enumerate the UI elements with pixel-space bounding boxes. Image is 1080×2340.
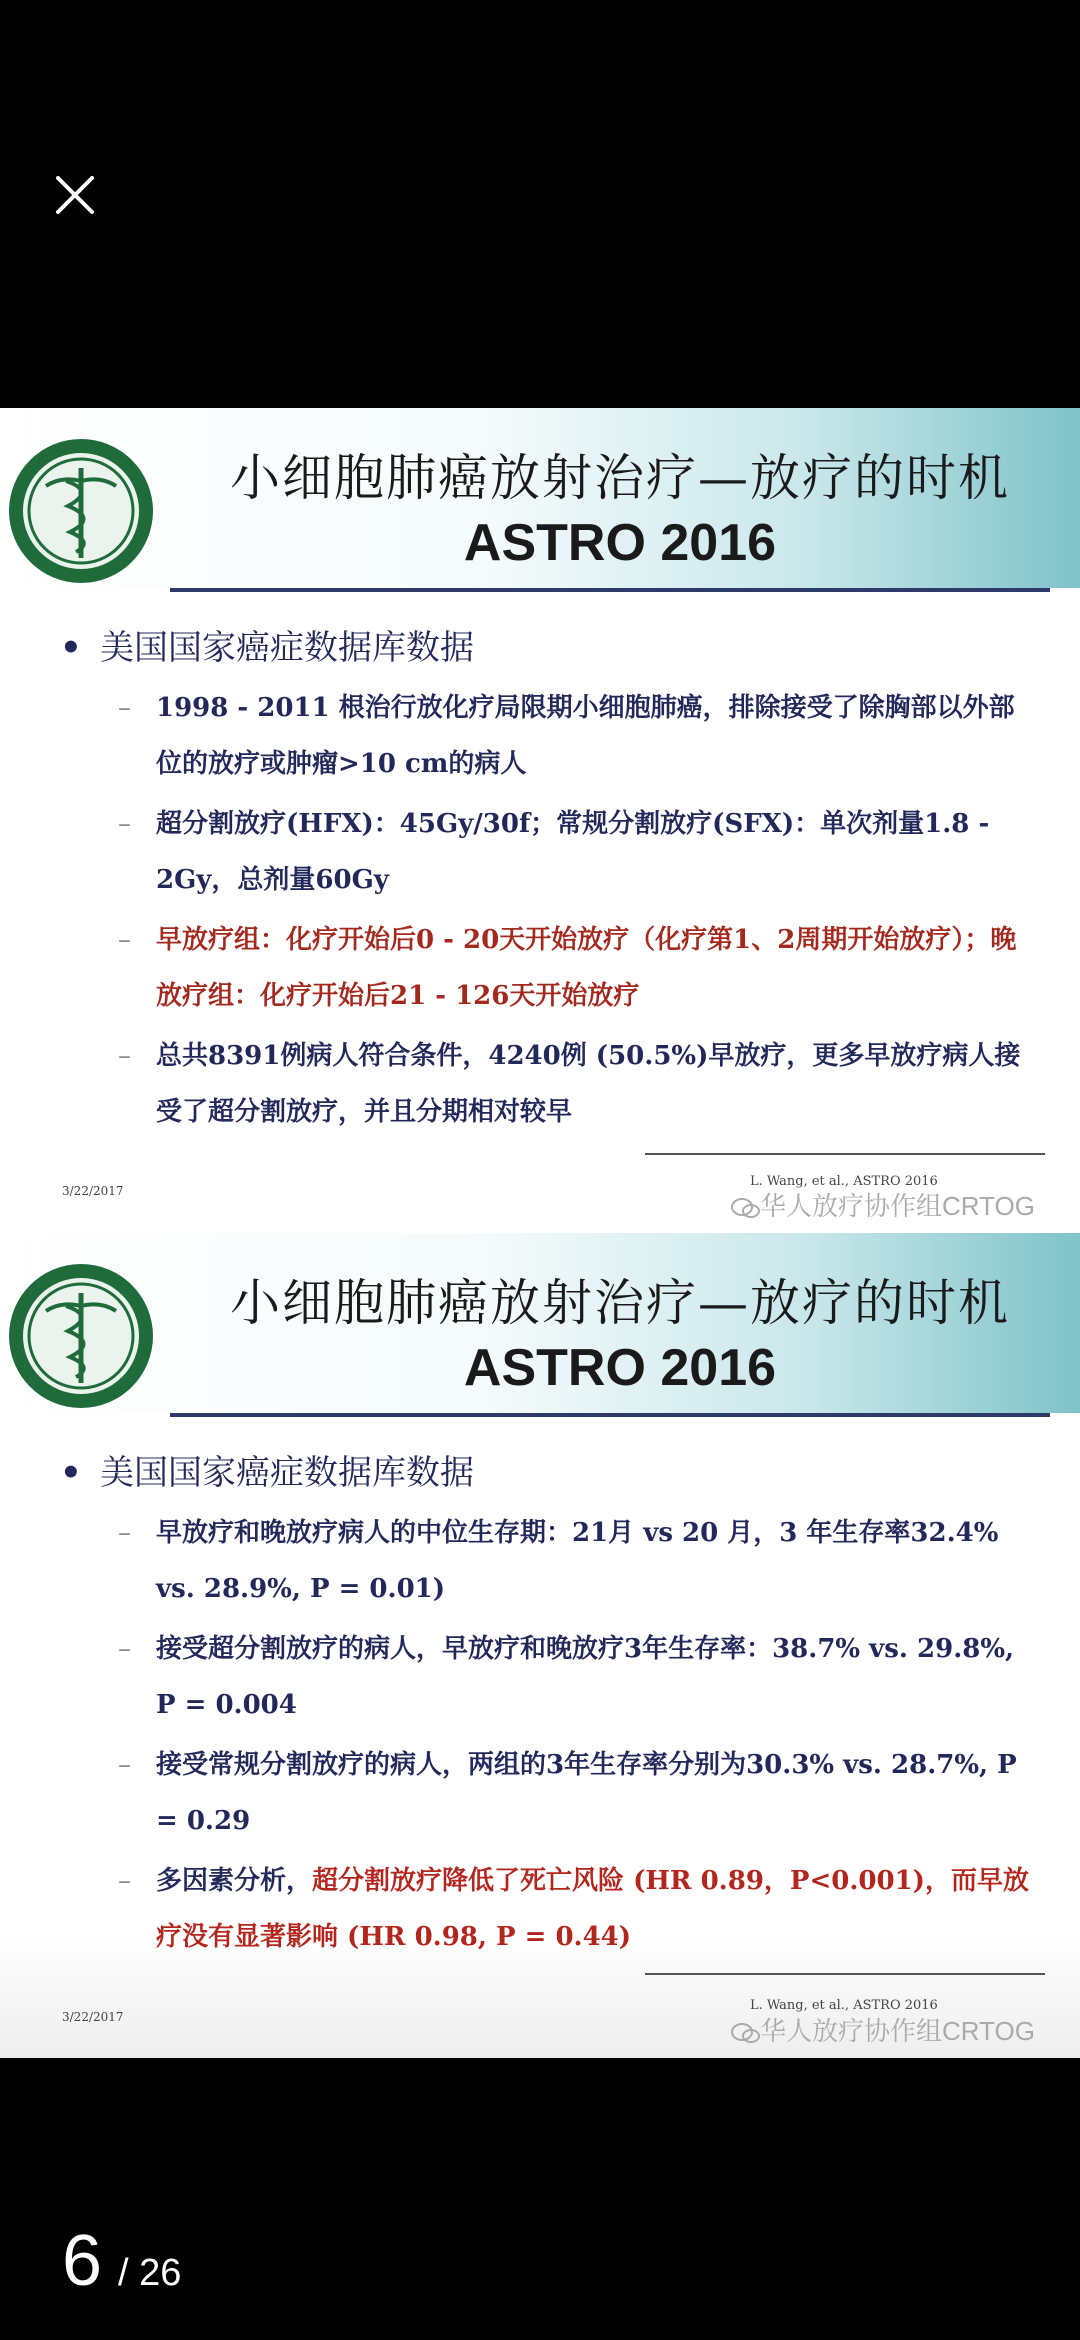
bullet-dot-icon: • bbox=[60, 628, 82, 668]
main-bullet-text: 美国国家癌症数据库数据 bbox=[100, 628, 474, 668]
reference-divider bbox=[645, 1153, 1045, 1155]
list-item-text: 1998 - 2011 根治行放化疗局限期小细胞肺癌，排除接受了除胸部以外部位的放疗或肿瘤>10 cm的病人 bbox=[156, 693, 1015, 779]
watermark bbox=[730, 2011, 1035, 2048]
list-item bbox=[118, 1028, 1038, 1140]
dash-icon: – bbox=[118, 1750, 131, 1780]
list-item-highlight: 超分割放疗降低了死亡风险 (HR 0.89，P<0.001)，而早放疗没有显著影响 (HR 0.98, P = 0.44) bbox=[156, 1866, 1029, 1952]
slide-date: 3/22/2017 bbox=[62, 2010, 124, 2024]
slide-title: 小细胞肺癌放射治疗—放疗的时机 bbox=[230, 1274, 1010, 1332]
dash-icon: – bbox=[118, 925, 131, 955]
header-divider bbox=[170, 588, 1050, 592]
hospital-logo-icon bbox=[6, 1261, 156, 1411]
current-page: 6 bbox=[62, 2221, 103, 2301]
watermark bbox=[730, 1186, 1035, 1223]
wechat-icon bbox=[730, 1196, 760, 1220]
dash-icon: – bbox=[118, 693, 131, 723]
list-item bbox=[118, 1505, 1038, 1617]
dash-icon: – bbox=[118, 1634, 131, 1664]
list-item bbox=[118, 796, 1038, 908]
slide-date: 3/22/2017 bbox=[62, 1184, 124, 1198]
close-icon bbox=[40, 160, 110, 230]
slide-subtitle: ASTRO 2016 bbox=[463, 514, 777, 572]
watermark-text: 华人放疗协作组CRTOG bbox=[760, 1191, 1035, 1221]
header-divider bbox=[170, 1413, 1050, 1417]
main-bullet bbox=[60, 1445, 474, 1494]
list-item-text: 多因素分析， bbox=[156, 1866, 313, 1896]
list-item bbox=[118, 912, 1038, 1024]
dash-icon: – bbox=[118, 1041, 131, 1071]
list-item-text: 总共8391例病人符合条件，4240例 (50.5%)早放疗，更多早放疗病人接受了超分割放疗，并且分期相对较早 bbox=[156, 1041, 1021, 1127]
total-pages: / 26 bbox=[118, 2252, 182, 2294]
list-item-text: 接受常规分割放疗的病人，两组的3年生存率分别为30.3% vs. 28.7%, P = 0.29 bbox=[156, 1750, 1017, 1836]
image-view[interactable] bbox=[0, 408, 1080, 2058]
main-bullet-text: 美国国家癌症数据库数据 bbox=[100, 1453, 474, 1493]
list-item-text: 接受超分割放疗的病人，早放疗和晚放疗3年生存率：38.7% vs. 29.8%, P = 0.004 bbox=[156, 1634, 1015, 1720]
slide-title: 小细胞肺癌放射治疗—放疗的时机 bbox=[230, 449, 1010, 507]
watermark-text: 华人放疗协作组CRTOG bbox=[760, 2016, 1035, 2046]
list-item bbox=[118, 1621, 1038, 1733]
dash-icon: – bbox=[118, 1866, 131, 1896]
list-item-text: 早放疗组：化疗开始后0 - 20天开始放疗（化疗第1、2周期开始放疗）；晚放疗组：化疗开始后21 - 126天开始放疗 bbox=[156, 925, 1017, 1011]
list-item bbox=[118, 1853, 1038, 1965]
slide-1 bbox=[0, 408, 1080, 1233]
list-item-text: 早放疗和晚放疗病人的中位生存期：21月 vs 20 月，3 年生存率32.4% vs. 28.9%, P = 0.01) bbox=[156, 1518, 999, 1604]
slide-2 bbox=[0, 1233, 1080, 2058]
dash-icon: – bbox=[118, 809, 131, 839]
sub-bullet-list bbox=[118, 1505, 1038, 1969]
page-counter bbox=[62, 2220, 181, 2302]
main-bullet bbox=[60, 620, 474, 669]
reference-divider bbox=[645, 1973, 1045, 1975]
slide-subtitle: ASTRO 2016 bbox=[463, 1339, 777, 1397]
list-item bbox=[118, 680, 1038, 792]
list-item bbox=[118, 1737, 1038, 1849]
hospital-logo-icon bbox=[6, 436, 156, 586]
list-item-text: 超分割放疗(HFX)：45Gy/30f；常规分割放疗(SFX)：单次剂量1.8 - 2Gy，总剂量60Gy bbox=[156, 809, 990, 895]
sub-bullet-list bbox=[118, 680, 1038, 1144]
dash-icon: – bbox=[118, 1518, 131, 1548]
slide-reference: L. Wang, et al., ASTRO 2016 bbox=[750, 1174, 938, 1189]
slide-reference: L. Wang, et al., ASTRO 2016 bbox=[750, 1998, 938, 2013]
close-button[interactable] bbox=[40, 160, 110, 230]
bullet-dot-icon: • bbox=[60, 1453, 82, 1493]
wechat-icon bbox=[730, 2021, 760, 2045]
